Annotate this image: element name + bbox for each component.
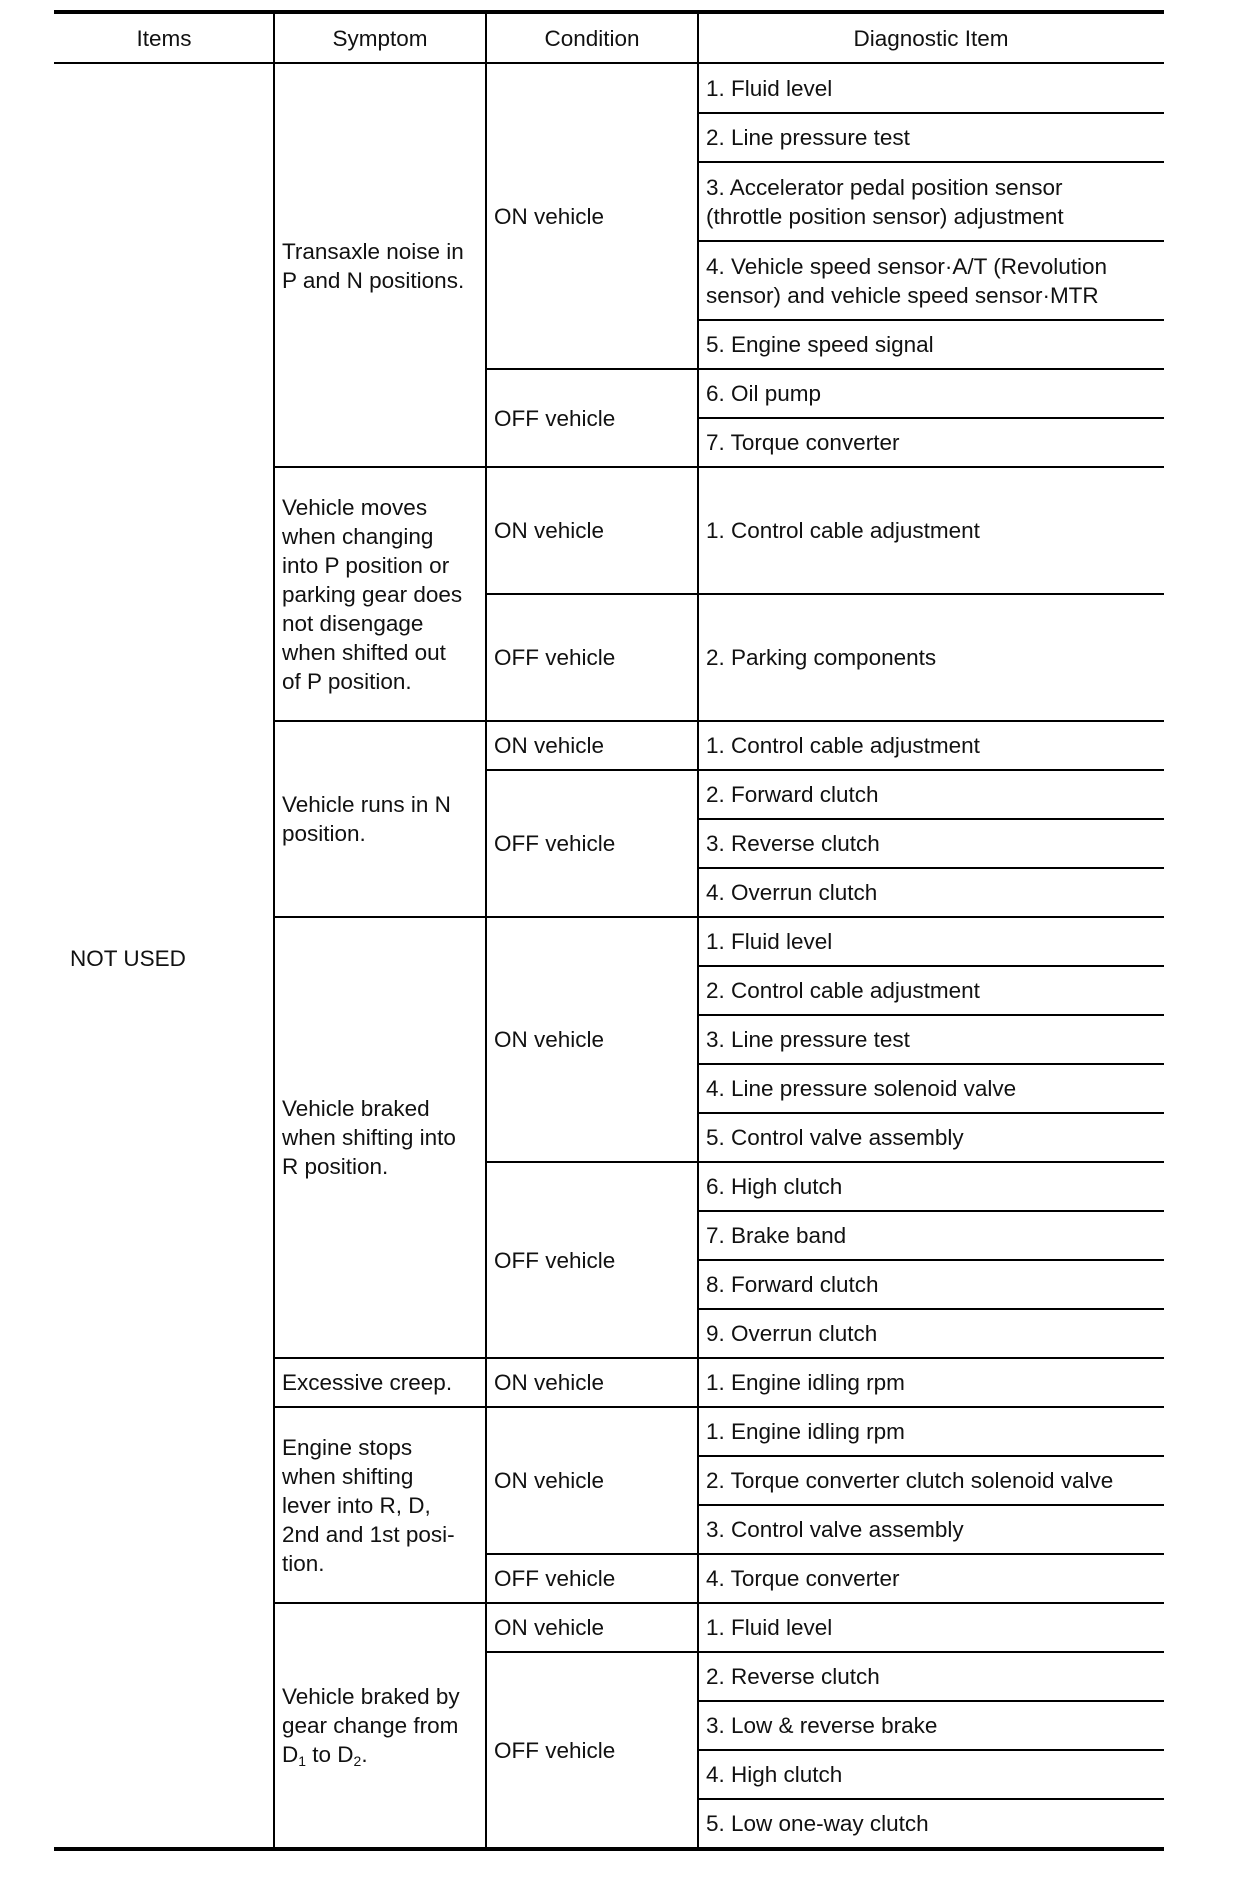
row-divider — [698, 1798, 1164, 1800]
row-divider — [486, 1161, 1164, 1163]
condition-label: OFF vehicle — [494, 1566, 616, 1591]
condition-label: OFF vehicle — [494, 405, 616, 431]
row-divider — [698, 818, 1164, 820]
condition-label: OFF vehicle — [494, 1247, 616, 1273]
row-divider — [698, 112, 1164, 114]
symptom-text: gear change from — [282, 1713, 459, 1738]
condition-label: ON vehicle — [494, 1615, 605, 1640]
diagnostic-item: 1. Fluid level — [706, 929, 833, 954]
symptom-text: when shifting into — [282, 1125, 456, 1150]
row-divider — [698, 867, 1164, 869]
symptom-text: parking gear does — [282, 581, 463, 607]
diagnostic-item: 3. Line pressure test — [706, 1027, 910, 1052]
diagnostic-item: 2. Reverse clutch — [706, 1664, 880, 1689]
symptom-text: into P position or — [282, 552, 450, 578]
diagnostic-item: 9. Overrun clutch — [706, 1321, 878, 1346]
diagnostic-item: 6. High clutch — [706, 1174, 843, 1199]
row-divider — [698, 1749, 1164, 1751]
diagnostic-item: 1. Engine idling rpm — [706, 1370, 905, 1395]
symptom-text: not disengage — [282, 610, 424, 636]
condition-label: ON vehicle — [494, 1370, 605, 1395]
header-symptom: Symptom — [332, 26, 428, 51]
diagnostic-item: 4. Vehicle speed sensor·A/T (Revolution — [706, 253, 1108, 279]
condition-label: ON vehicle — [494, 1027, 605, 1052]
symptom-text: tion. — [282, 1550, 325, 1576]
row-divider — [698, 1112, 1164, 1114]
diagnostic-item: 4. High clutch — [706, 1762, 843, 1787]
symptom-text: lever into R, D, — [282, 1492, 431, 1518]
diagnostic-item: 3. Low & reverse brake — [706, 1713, 938, 1738]
diagnostic-item: 2. Line pressure test — [706, 125, 910, 150]
group-divider — [274, 1602, 1164, 1604]
condition-label: ON vehicle — [494, 204, 605, 229]
diagnostic-item: 4. Torque converter — [706, 1566, 900, 1591]
diagnostic-item: 1. Fluid level — [706, 1615, 833, 1640]
row-divider — [698, 1504, 1164, 1506]
header-items: Items — [136, 26, 192, 51]
row-divider — [698, 417, 1164, 419]
bottom-rule — [54, 1847, 1164, 1851]
diagnostic-item: 1. Control cable adjustment — [706, 733, 980, 758]
header-condition: Condition — [544, 26, 640, 51]
symptom-text: Vehicle runs in N — [282, 792, 451, 817]
diagnostic-item: 5. Low one-way clutch — [706, 1811, 929, 1836]
group-divider — [274, 1406, 1164, 1408]
symptom-text: $D_1$ to $D_2$. — [282, 1742, 368, 1769]
diagnostic-item: 2. Torque converter clutch solenoid valve — [706, 1468, 1114, 1493]
row-divider — [698, 240, 1164, 242]
row-divider — [698, 1210, 1164, 1212]
symptom-text: Vehicle braked by — [282, 1684, 460, 1709]
diagnostic-item: 2. Forward clutch — [706, 782, 879, 807]
header-rule — [54, 62, 1164, 64]
diagnostic-item: 4. Line pressure solenoid valve — [706, 1076, 1017, 1101]
condition-label: ON vehicle — [494, 1468, 605, 1493]
symptom-text: Engine stops — [282, 1434, 413, 1460]
group-divider — [274, 466, 1164, 468]
diagnostic-item: 2. Control cable adjustment — [706, 978, 980, 1003]
row-divider — [486, 1553, 1164, 1555]
diagnostic-item: 1. Control cable adjustment — [706, 518, 980, 543]
row-divider — [698, 1308, 1164, 1310]
row-divider — [698, 161, 1164, 163]
diagnostic-item: (throttle position sensor) adjustment — [706, 203, 1064, 229]
symptom-text: Transaxle noise in — [282, 238, 464, 264]
diagnostic-item: 8. Forward clutch — [706, 1272, 879, 1297]
diagnostic-item: 2. Parking components — [706, 645, 937, 670]
condition-label: OFF vehicle — [494, 645, 616, 670]
condition-label: OFF vehicle — [494, 1737, 616, 1763]
row-divider — [698, 1014, 1164, 1016]
symptom-text: P and N positions. — [282, 267, 465, 293]
diagnostic-item: 6. Oil pump — [706, 381, 822, 406]
column-line — [485, 12, 487, 1848]
column-line — [273, 12, 275, 1848]
diagnostic-item: 1. Engine idling rpm — [706, 1419, 905, 1444]
top-rule — [54, 10, 1164, 14]
diagnostic-item: 4. Overrun clutch — [706, 880, 878, 905]
items-value: NOT USED — [70, 946, 186, 971]
row-divider — [486, 1651, 1164, 1653]
symptom-text: position. — [282, 821, 366, 846]
diagnostic-item: 7. Brake band — [706, 1223, 847, 1248]
diagnostic-item: 3. Reverse clutch — [706, 831, 880, 856]
row-divider — [698, 965, 1164, 967]
symptom-text: Vehicle moves — [282, 494, 428, 520]
symptom-text: Excessive creep. — [282, 1370, 453, 1395]
diagnostic-item: 5. Control valve assembly — [706, 1125, 964, 1150]
group-divider — [274, 916, 1164, 918]
diagnostic-item: sensor) and vehicle speed sensor·MTR — [706, 282, 1099, 308]
group-divider — [274, 720, 1164, 722]
row-divider — [486, 368, 1164, 370]
row-divider — [486, 769, 1164, 771]
diagnostic-item: 1. Fluid level — [706, 76, 833, 101]
diagnostic-item: 3. Control valve assembly — [706, 1517, 964, 1542]
row-divider — [486, 593, 1164, 595]
condition-label: ON vehicle — [494, 733, 605, 758]
symptom-text: when shifted out — [282, 639, 446, 665]
symptom-text: when changing — [282, 523, 434, 549]
diagnostic-item: 3. Accelerator pedal position sensor — [706, 174, 1063, 200]
column-line — [697, 12, 699, 1848]
symptom-text: Vehicle braked — [282, 1096, 430, 1121]
symptom-text: R position. — [282, 1154, 389, 1179]
condition-label: OFF vehicle — [494, 831, 616, 856]
row-divider — [698, 1259, 1164, 1261]
header-diagnostic-item: Diagnostic Item — [853, 26, 1009, 51]
group-divider — [274, 1357, 1164, 1359]
diagnostic-item: 5. Engine speed signal — [706, 332, 934, 357]
symptom-text: of P position. — [282, 668, 412, 694]
row-divider — [698, 1063, 1164, 1065]
symptom-text: 2nd and 1st posi- — [282, 1521, 455, 1547]
symptom-text: when shifting — [282, 1463, 414, 1489]
diagnostic-item: 7. Torque converter — [706, 430, 900, 455]
row-divider — [698, 1455, 1164, 1457]
row-divider — [698, 1700, 1164, 1702]
condition-label: ON vehicle — [494, 518, 605, 543]
row-divider — [698, 319, 1164, 321]
